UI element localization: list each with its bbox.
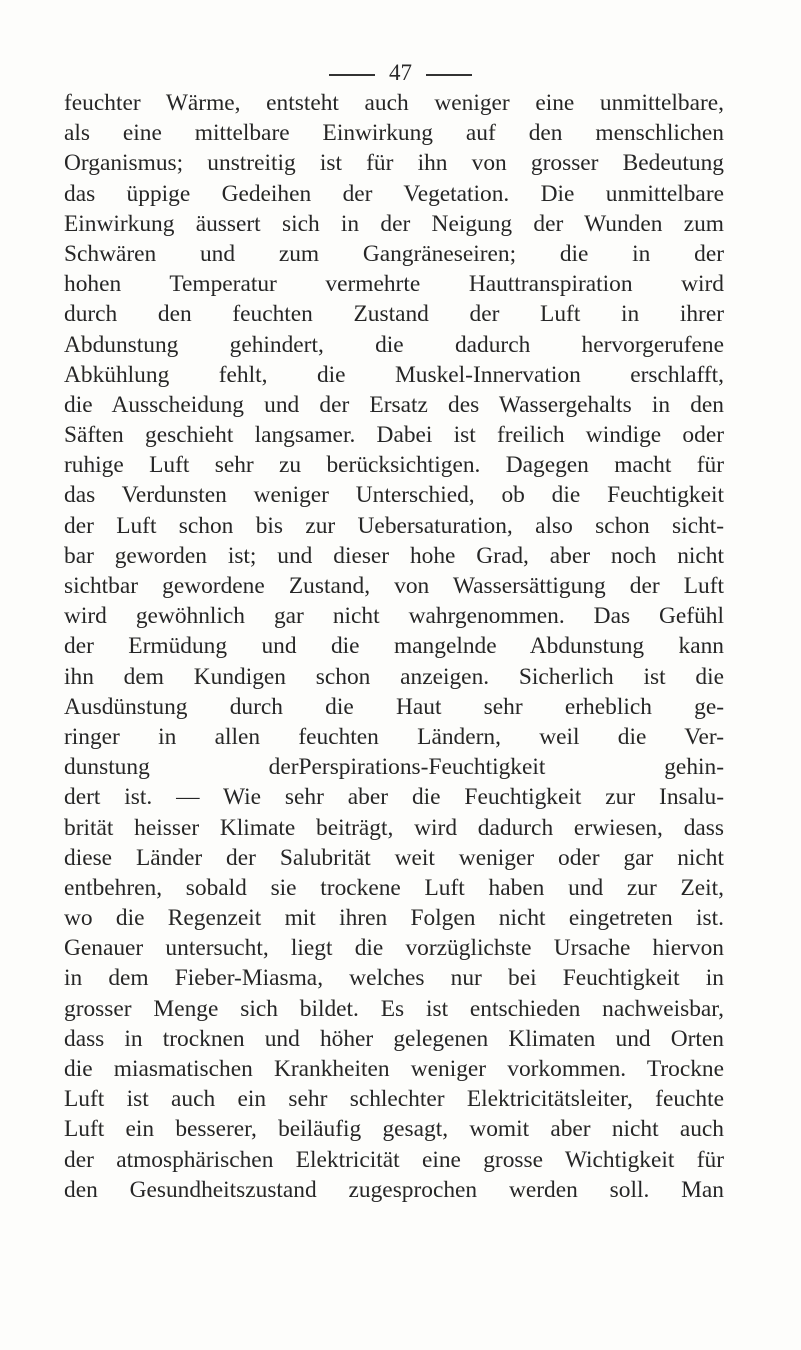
text-line: Einwirkung äussert sich in der Neigung der Wunden zum xyxy=(64,210,724,237)
text-line: ihn dem Kundigen schon anzeigen. Sicherlich ist die xyxy=(64,663,724,690)
text-line: brität heisser Klimate beiträgt, wird dadurch erwiesen, dass xyxy=(64,814,724,841)
text-line: der Luft schon bis zur Uebersaturation, also schon sicht- xyxy=(64,512,724,539)
text-line: dert ist. — Wie sehr aber die Feuchtigkeit zur Insalu- xyxy=(64,784,724,811)
text-line: dunstung derPerspirations-Feuchtigkeit gehin- xyxy=(64,754,724,781)
text-line: wo die Regenzeit mit ihren Folgen nicht eingetreten ist. xyxy=(64,905,724,932)
text-line: ringer in allen feuchten Ländern, weil die Ver- xyxy=(64,723,724,750)
text-line: sichtbar gewordene Zustand, von Wassersättigung der Luft xyxy=(64,573,724,599)
text-line: Schwären und zum Gangräneseiren; die in der xyxy=(64,240,724,267)
text-line: das üppige Gedeihen der Vegetation. Die unmittelbare xyxy=(64,180,724,207)
body-text xyxy=(64,88,724,1205)
text-line: dass in trocknen und höher gelegenen Klimaten und Orten xyxy=(64,1025,724,1052)
text-line: Luft ist auch ein sehr schlechter Elektricitätsleiter, feuchte xyxy=(64,1086,724,1113)
text-line: Organismus; unstreitig ist für ihn von grosser Bedeutung xyxy=(64,150,724,177)
header-rule-left xyxy=(329,74,375,76)
text-line: Luft ein besserer, beiläufig gesagt, womit aber nicht auch xyxy=(64,1116,724,1143)
text-line: als eine mittelbare Einwirkung auf den menschlichen xyxy=(64,120,724,147)
text-line: Abdunstung gehindert, die dadurch hervorgerufene xyxy=(64,331,724,358)
page-header xyxy=(0,60,801,86)
text-line: die Ausscheidung und der Ersatz des Wassergehalts in den xyxy=(64,391,724,418)
text-line: diese Länder der Salubrität weit weniger oder gar nicht xyxy=(64,844,724,871)
text-line: durch den feuchten Zustand der Luft in ihrer xyxy=(64,301,724,328)
text-line: Säften geschieht langsamer. Dabei ist freilich windige oder xyxy=(64,422,724,449)
header-rule-right xyxy=(426,74,472,76)
text-line: hohen Temperatur vermehrte Hauttranspiration wird xyxy=(64,271,724,298)
text-line: ruhige Luft sehr zu berücksichtigen. Dagegen macht für xyxy=(64,452,724,479)
text-line: Genauer untersucht, liegt die vorzüglichste Ursache hiervon xyxy=(64,935,724,962)
text-line: in dem Fieber-Miasma, welches nur bei Feuchtigkeit in xyxy=(64,965,724,992)
text-line: der atmosphärischen Elektricität eine grosse Wichtigkeit für xyxy=(64,1146,724,1173)
text-line: entbehren, sobald sie trockene Luft haben und zur Zeit, xyxy=(64,874,724,901)
text-line: der Ermüdung und die mangelnde Abdunstung kann xyxy=(64,633,724,660)
text-line: Abkühlung fehlt, die Muskel-Innervation erschlafft, xyxy=(64,361,724,388)
page-number: 47 xyxy=(389,60,412,85)
text-line: Ausdünstung durch die Haut sehr erheblich ge- xyxy=(64,693,724,720)
text-line: grosser Menge sich bildet. Es ist entschieden nachweisbar, xyxy=(64,995,724,1022)
text-line: wird gewöhnlich gar nicht wahrgenommen. Das Gefühl xyxy=(64,603,724,630)
text-line: bar geworden ist; und dieser hohe Grad, aber noch nicht xyxy=(64,542,724,569)
text-line: den Gesundheitszustand zugesprochen werden soll. Man xyxy=(64,1176,724,1203)
text-line: das Verdunsten weniger Unterschied, ob die Feuchtigkeit xyxy=(64,482,724,509)
text-line: die miasmatischen Krankheiten weniger vorkommen. Trockne xyxy=(64,1056,724,1082)
text-line: feuchter Wärme, entsteht auch weniger eine unmittelbare, xyxy=(64,90,724,116)
